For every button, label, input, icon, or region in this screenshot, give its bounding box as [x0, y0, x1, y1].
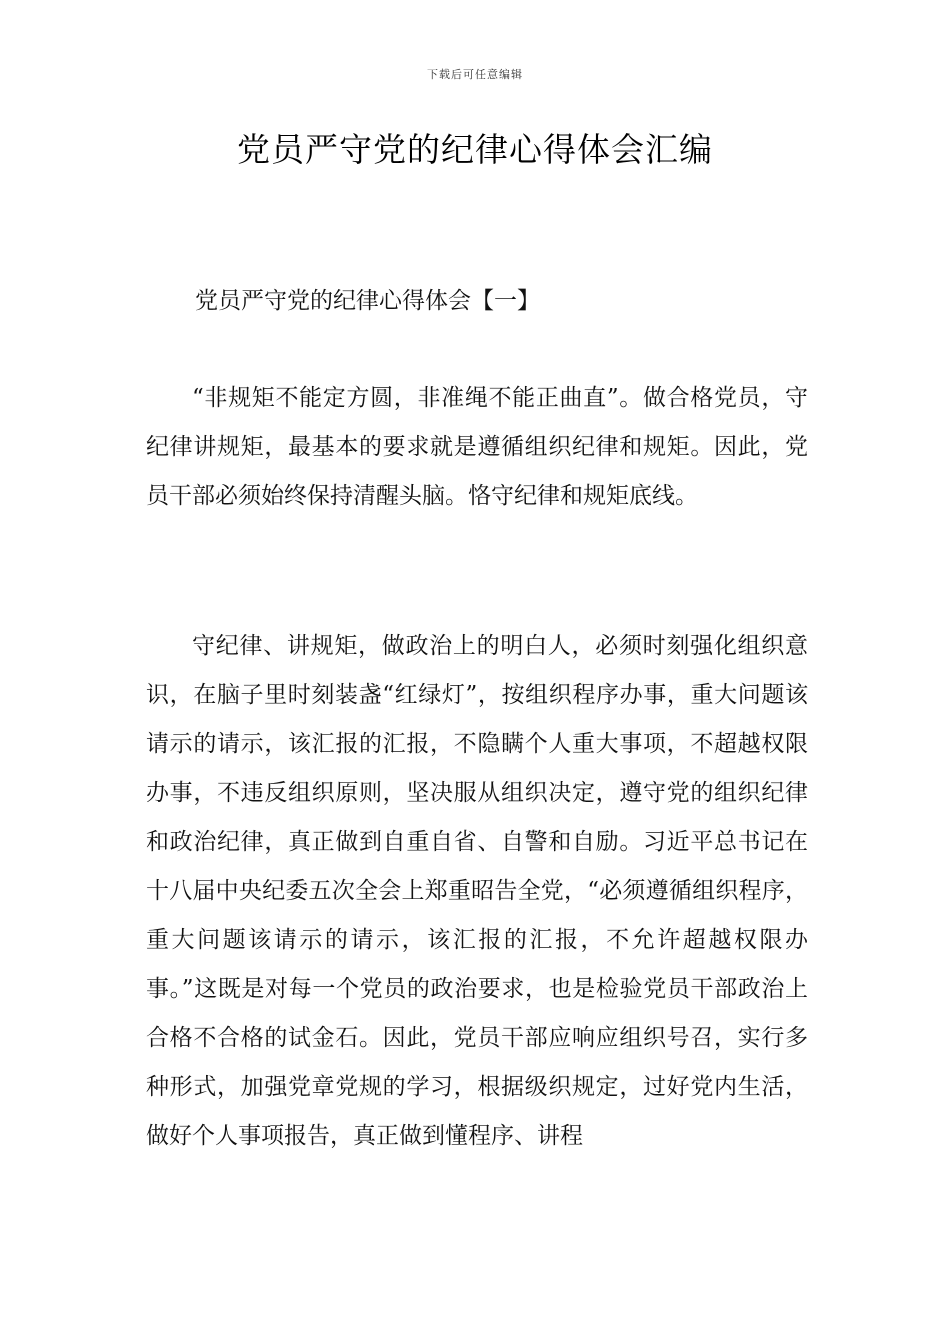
- document-title: 党员严守党的纪律心得体会汇编: [237, 130, 713, 169]
- section-heading: 党员严守党的纪律心得体会【一】: [195, 288, 540, 314]
- header-note: 下载后可任意编辑: [427, 68, 523, 81]
- body-paragraph: 守纪律、讲规矩，做政治上的明白人，必须时刻强化组织意识，在脑子里时刻装盏“红绿灯”，按组织程序办事，重大问题该请示的请示，该汇报的汇报，不隐瞒个人重大事项，不超越权限办事，不违反组织原则，坚决服从组织决定，遵守党的组织纪律和政治纪律，真正做到自重自省、自警和自励。习近平总书记在十八届中央纪委五次全会上郑重昭告全党，“必须遵循组织程序，重大问题该请示的请示，该汇报的汇报，不允许超越权限办事。”这既是对每一个党员的政治要求，也是检验党员干部政治上合格不合格的试金石。因此，党员干部应响应组织号召，实行多种形式，加强党章党规的学习，根据级织规定，过好党内生活，做好个人事项报告，真正做到懂程序、讲程: [146, 633, 808, 1149]
- body-paragraph: “非规矩不能定方圆，非准绳不能正曲直”。做合格党员，守纪律讲规矩，最基本的要求就是遵循组织纪律和规矩。因此，党员干部必须始终保持清醒头脑。恪守纪律和规矩底线。: [146, 385, 808, 509]
